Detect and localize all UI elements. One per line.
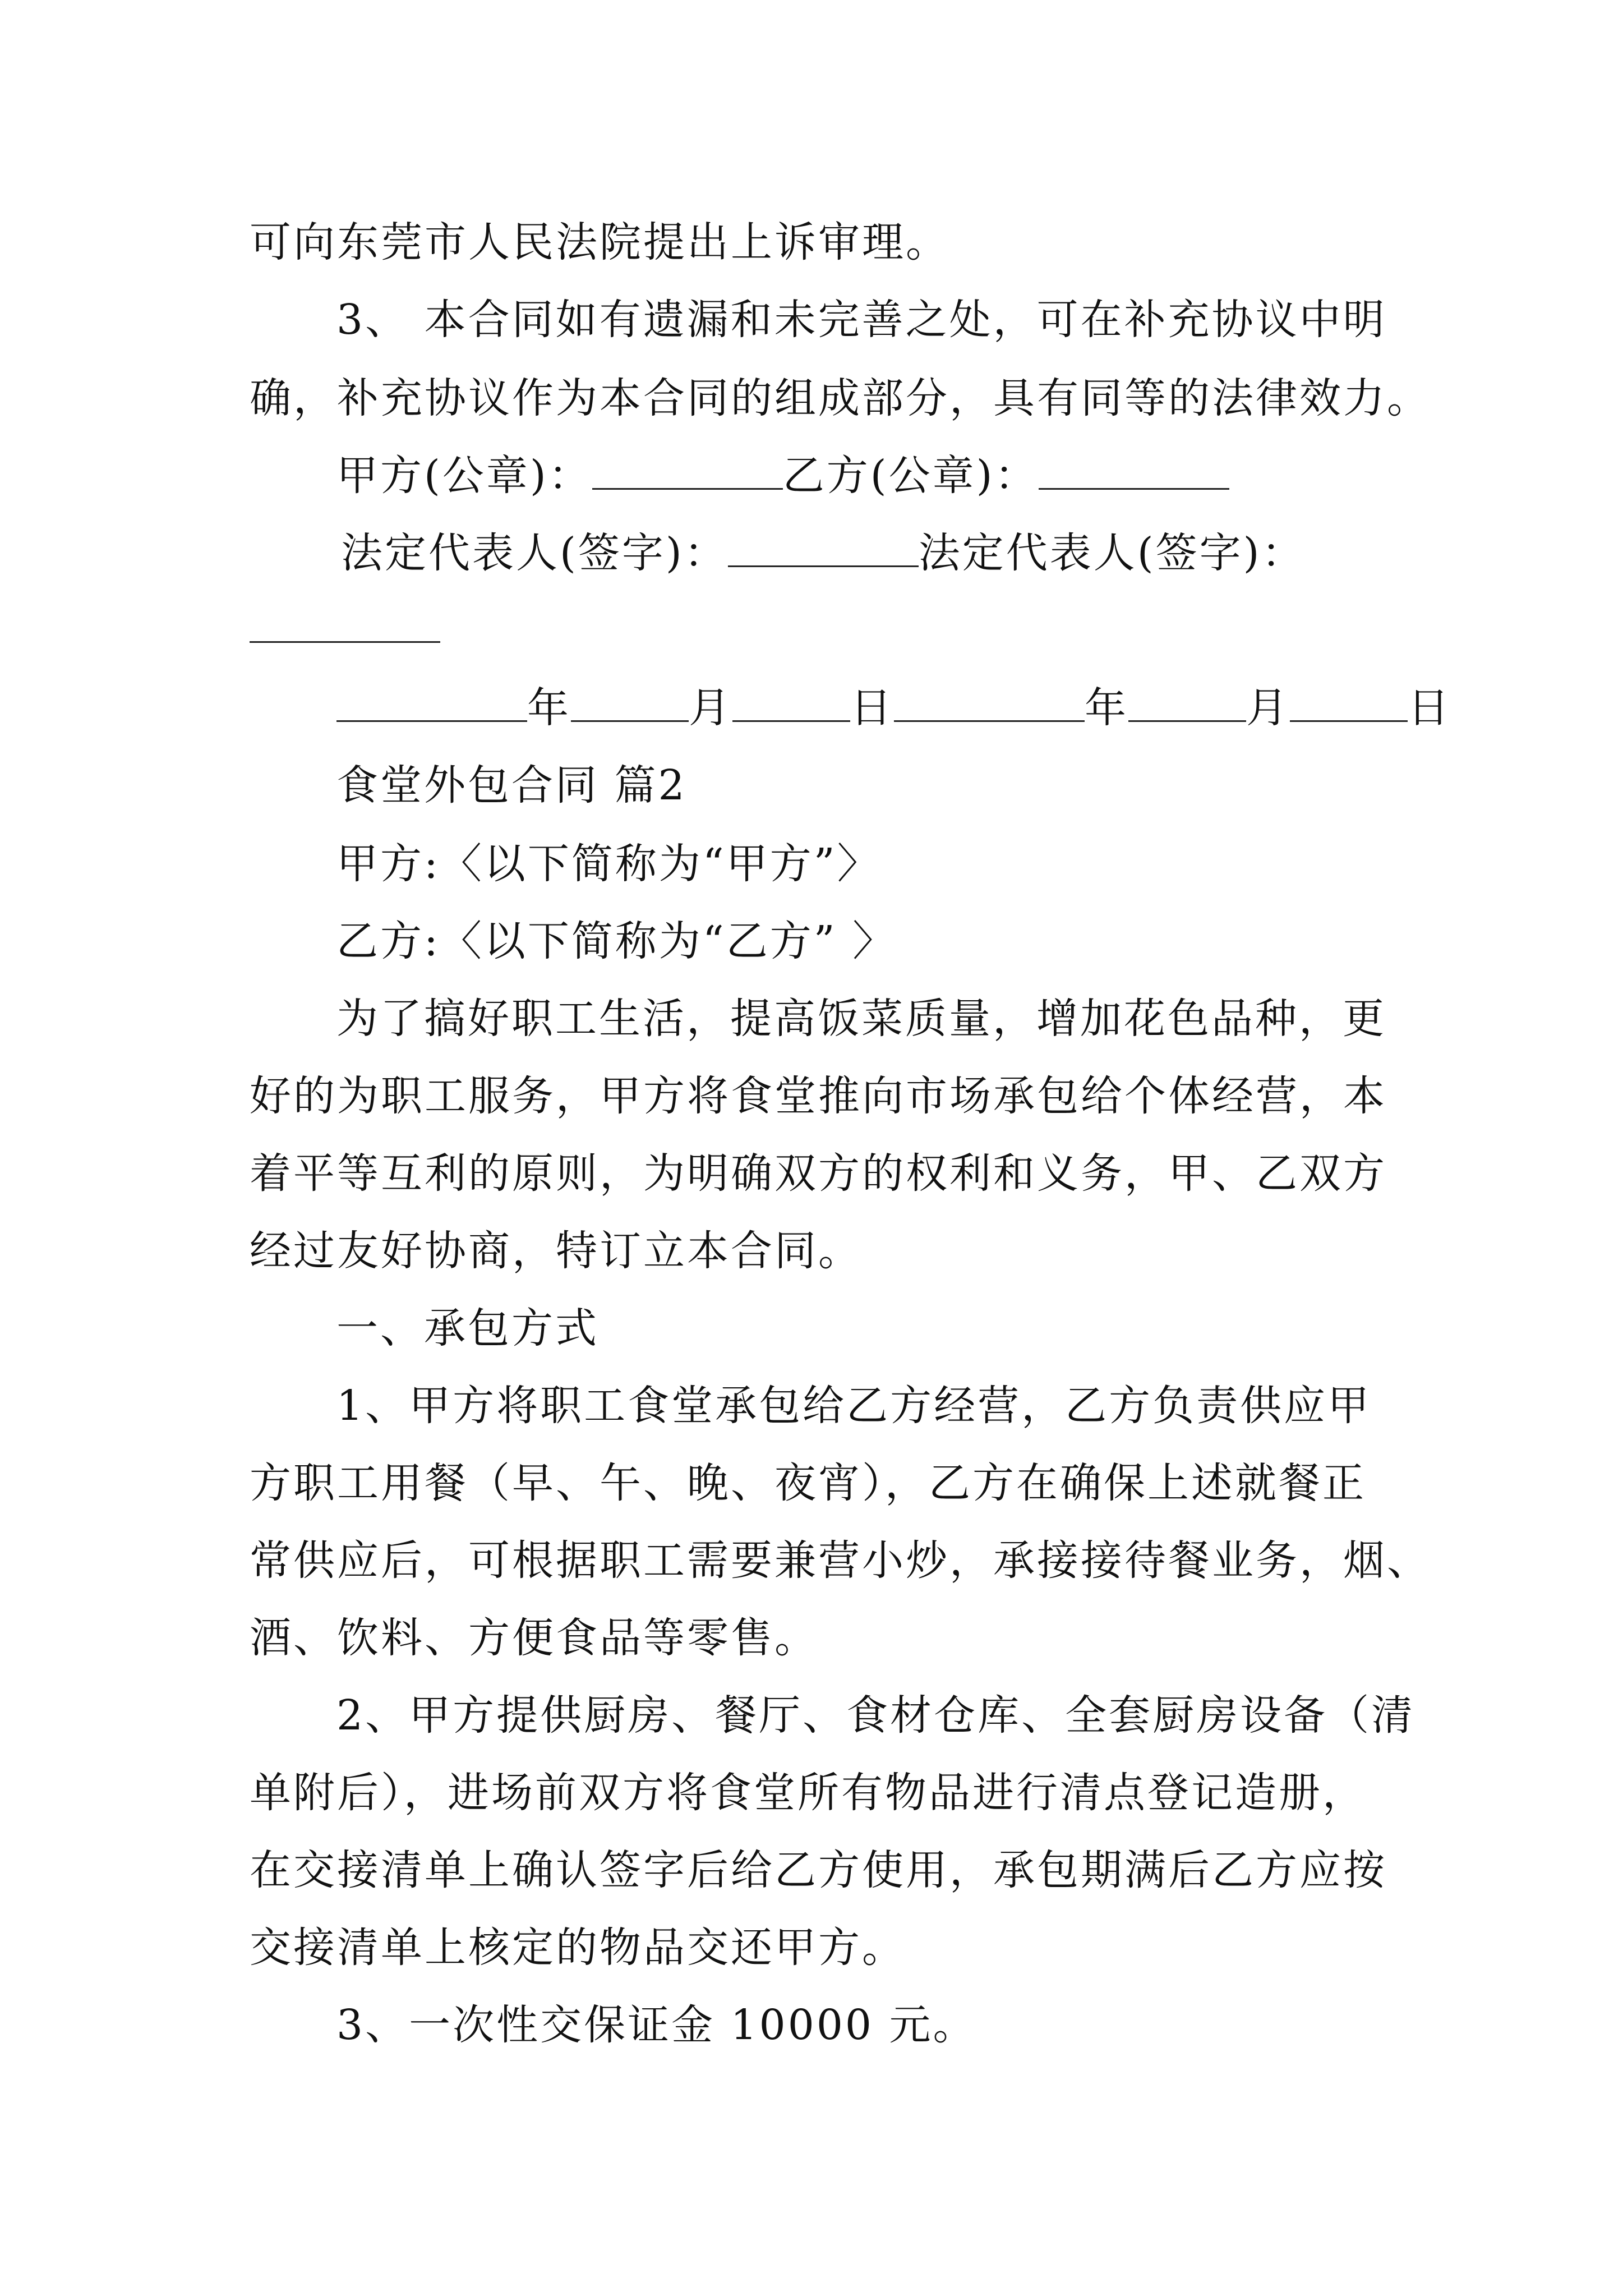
intro-line: 着平等互利的原则，为明确双方的权利和义务，甲、乙双方 (250, 1149, 1387, 1198)
legal-rep-b-blank[interactable] (250, 641, 440, 643)
month-b-label: 月 (1246, 684, 1290, 732)
party-b-seal-blank[interactable] (1039, 449, 1229, 490)
day-a-label: 日 (850, 684, 894, 732)
date-line (336, 680, 1451, 736)
signature-seal-line (336, 448, 1229, 504)
section-heading: 食堂外包合同 篇2 (336, 761, 687, 809)
year-b-label: 年 (1085, 684, 1128, 732)
legal-rep-b-label: 法定代表人(签字)： (918, 529, 1306, 577)
intro-line: 好的为职工服务，甲方将食堂推向市场承包给个体经营，本 (250, 1072, 1387, 1120)
party-a-definition: 甲方:〈以下简称为“甲方”〉 (336, 840, 881, 888)
year-a-label: 年 (527, 684, 571, 732)
item2-line: 单附后），进场前双方将食堂所有物品进行清点登记造册， (250, 1769, 1366, 1817)
item1-line: 1、甲方将职工食堂承包给乙方经营，乙方负责供应甲 (336, 1382, 1372, 1430)
month-a-blank[interactable] (571, 681, 689, 722)
year-b-blank[interactable] (894, 681, 1085, 722)
text-line: 可向东莞市人民法院提出上诉审理。 (250, 218, 949, 266)
item3-line: 3、一次性交保证金 10000 元。 (336, 2001, 977, 2049)
legal-rep-a-label: 法定代表人(签字)： (341, 529, 728, 577)
day-b-blank[interactable] (1290, 681, 1408, 722)
item1-line: 酒、饮料、方便食品等零售。 (250, 1614, 818, 1662)
item1-line: 常供应后，可根据职工需要兼营小炒，承接接待餐业务，烟、 (250, 1536, 1431, 1585)
item2-line: 在交接清单上确认签字后给乙方使用，承包期满后乙方应按 (250, 1846, 1387, 1894)
text-line: 3、 本合同如有遗漏和未完善之处，可在补充协议中明 (336, 296, 1387, 344)
item2-line: 2、甲方提供厨房、餐厅、食材仓库、全套厨房设备（清 (336, 1691, 1415, 1740)
day-b-label: 日 (1408, 684, 1451, 732)
intro-line: 为了搞好职工生活，提高饭菜质量，增加花色品种，更 (336, 995, 1386, 1043)
item1-line: 方职工用餐（早、午、晚、夜宵），乙方在确保上述就餐正 (250, 1459, 1366, 1507)
legal-rep-a-blank[interactable] (728, 526, 919, 567)
party-a-seal-label: 甲方(公章)： (336, 452, 592, 500)
party-b-seal-label: 乙方(公章)： (782, 452, 1039, 500)
party-b-definition: 乙方:〈以下简称为“乙方” 〉 (336, 917, 897, 965)
item2-line: 交接清单上核定的物品交还甲方。 (250, 1924, 906, 1972)
legal-rep-line (341, 525, 1306, 581)
party-a-seal-blank[interactable] (592, 449, 783, 490)
text-line: 确，补充协议作为本合同的组成部分，具有同等的法律效力。 (250, 374, 1431, 422)
subheading: 一、承包方式 (336, 1304, 599, 1352)
day-a-blank[interactable] (732, 681, 850, 722)
month-b-blank[interactable] (1128, 681, 1246, 722)
year-a-blank[interactable] (336, 681, 527, 722)
month-a-label: 月 (689, 684, 732, 732)
intro-line: 经过友好协商，特订立本合同。 (250, 1227, 862, 1275)
